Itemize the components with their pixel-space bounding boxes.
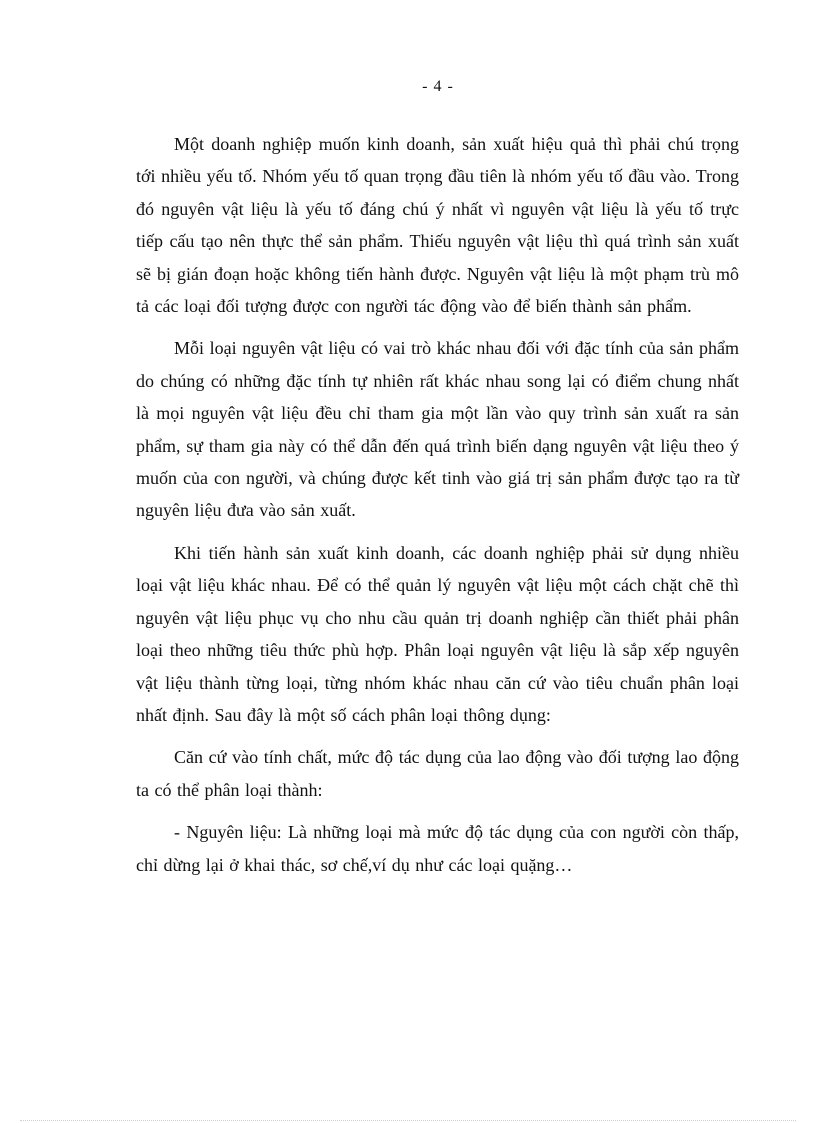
- paragraph-2: Mỗi loại nguyên vật liệu có vai trò khác nhau đối với đặc tính của sản phẩm do chúng có những đặc tính tự nhiên rất khác nhau song lại có điểm chung nhất là mọi nguyên vật liệu đều chỉ tham gia một lần vào quy trình sản xuất ra sản phẩm, sự tham gia này có thể dẫn đến quá trình biến dạng nguyên vật liệu theo ý muốn của con người, và chúng được kết tinh vào giá trị sản phẩm được tạo ra từ nguyên liệu đưa vào sản xuất.: [136, 338, 739, 521]
- paragraph-3: Khi tiến hành sản xuất kinh doanh, các doanh nghiệp phải sử dụng nhiều loại vật liệu khác nhau. Để có thể quản lý nguyên vật liệu một cách chặt chẽ thì nguyên vật liệu phục vụ cho nhu cầu quản trị doanh nghiệp cần thiết phải phân loại theo những tiêu thức phù hợp. Phân loại nguyên vật liệu là sắp xếp nguyên vật liệu thành từng loại, từng nhóm khác nhau căn cứ vào tiêu chuẩn phân loại nhất định. Sau đây là một số cách phân loại thông dụng:: [136, 542, 739, 725]
- paragraph-1: Một doanh nghiệp muốn kinh doanh, sản xuất hiệu quả thì phải chú trọng tới nhiều yếu tố. Nhóm yếu tố quan trọng đầu tiên là nhóm yếu tố đầu vào. Trong đó nguyên vật liệu là yếu tố đáng chú ý nhất vì nguyên vật liệu là yếu tố trực tiếp cấu tạo nên thực thể sản phẩm. Thiếu nguyên vật liệu thì quá trình sản xuất sẽ bị gián đoạn hoặc không tiến hành được. Nguyên vật liệu là một phạm trù mô tả các loại đối tượng được con người tác động vào để biến thành sản phẩm.: [136, 134, 739, 317]
- page-number: - 4 -: [422, 78, 454, 95]
- paragraph-5: - Nguyên liệu: Là những loại mà mức độ tác dụng của con người còn thấp, chỉ dừng lại ở khai thác, sơ chế,ví dụ như các loại quặng…: [136, 822, 739, 875]
- paragraph-4: Căn cứ vào tính chất, mức độ tác dụng của lao động vào đối tượng lao động ta có thể phân loại thành:: [136, 747, 739, 800]
- document-body: [136, 128, 739, 891]
- page-bottom-divider: [20, 1120, 796, 1121]
